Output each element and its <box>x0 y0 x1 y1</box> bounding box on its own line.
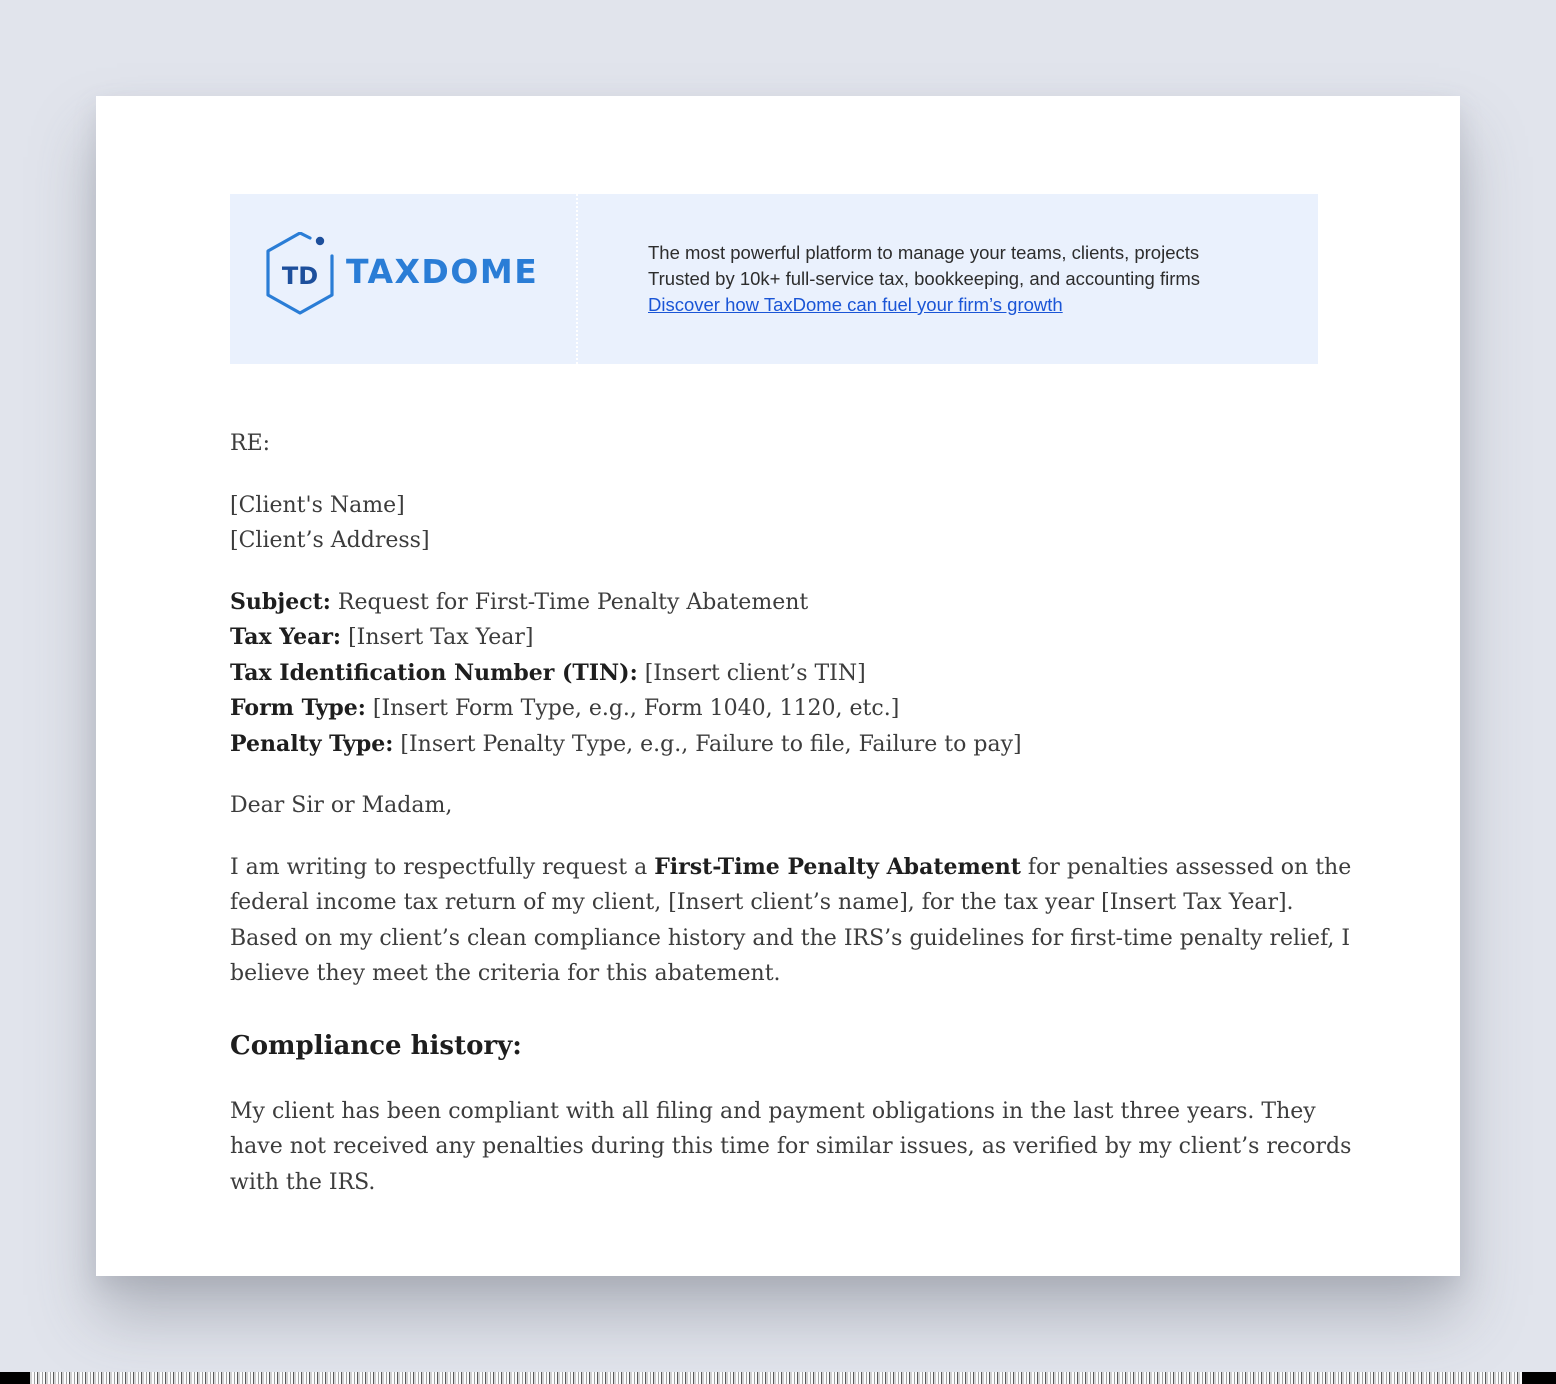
salutation: Dear Sir or Madam, <box>230 793 453 818</box>
intro-paragraph <box>230 850 1360 992</box>
field-subject <box>230 585 1360 621</box>
intro-bold-phrase: First-Time Penalty Abatement <box>654 853 1021 880</box>
field-value: [Insert Tax Year] <box>348 625 534 650</box>
re-line: RE: <box>230 431 271 456</box>
intro-text-start: I am writing to respectfully request a <box>230 854 655 880</box>
document-page <box>96 96 1460 1276</box>
field-value: [Insert Penalty Type, e.g., Failure to file, Failure to pay] <box>400 731 1022 757</box>
letter-fields <box>230 585 1360 763</box>
field-label: Penalty Type: <box>230 730 394 757</box>
logo-wordmark: TAXDOME <box>346 252 539 291</box>
field-label: Tax Year: <box>230 624 342 650</box>
field-value: [Insert client’s TIN] <box>644 660 866 686</box>
client-address: [Client’s Address] <box>230 528 430 553</box>
field-value: [Insert Form Type, e.g., Form 1040, 1120, etc.] <box>372 696 900 721</box>
banner-tagline-2: Trusted by 10k+ full-service tax, bookkeeping, and accounting firms <box>648 268 1201 289</box>
compliance-paragraph: My client has been compliant with all filing and payment obligations in the last three years. They have not received any penalties during this time for similar issues, as verified by my client’s records with the IRS. <box>230 1098 1352 1195</box>
hexagon-logo-icon <box>262 232 338 316</box>
field-tin <box>230 656 1360 692</box>
bottom-noise-strip <box>0 1372 1556 1384</box>
banner-tagline-1: The most powerful platform to manage your teams, clients, projects <box>648 242 1200 263</box>
client-name: [Client's Name] <box>230 492 405 518</box>
bottom-strip-left-block <box>0 1372 30 1384</box>
field-label: Form Type: <box>230 695 366 721</box>
field-penalty-type <box>230 727 1360 763</box>
logo-panel <box>230 194 578 364</box>
field-label: Subject: <box>230 588 331 615</box>
bottom-strip-right-block <box>1522 1372 1556 1384</box>
field-tax-year <box>230 620 1360 656</box>
logo-monogram: TD <box>281 262 319 290</box>
client-address-block <box>230 488 1360 559</box>
letter-body <box>230 426 1360 1200</box>
discover-taxdome-link[interactable]: Discover how TaxDome can fuel your firm’s growth <box>648 294 1063 315</box>
taxdome-banner <box>230 194 1318 364</box>
field-label: Tax Identification Number (TIN): <box>230 659 638 686</box>
field-value: Request for First-Time Penalty Abatement <box>337 589 809 615</box>
section-heading-compliance: Compliance history: <box>230 1030 522 1061</box>
banner-copy <box>578 194 1200 364</box>
intro-text-end: for penalties assessed on the federal income tax return of my client, [Insert client’s name], for the tax year [Insert Tax Year]. Based on my client’s clean compliance history and the IRS’s guidelines for first-time penalty relief, I believe they meet the criteria for this abatement. <box>230 854 1352 986</box>
field-form-type <box>230 691 1360 727</box>
